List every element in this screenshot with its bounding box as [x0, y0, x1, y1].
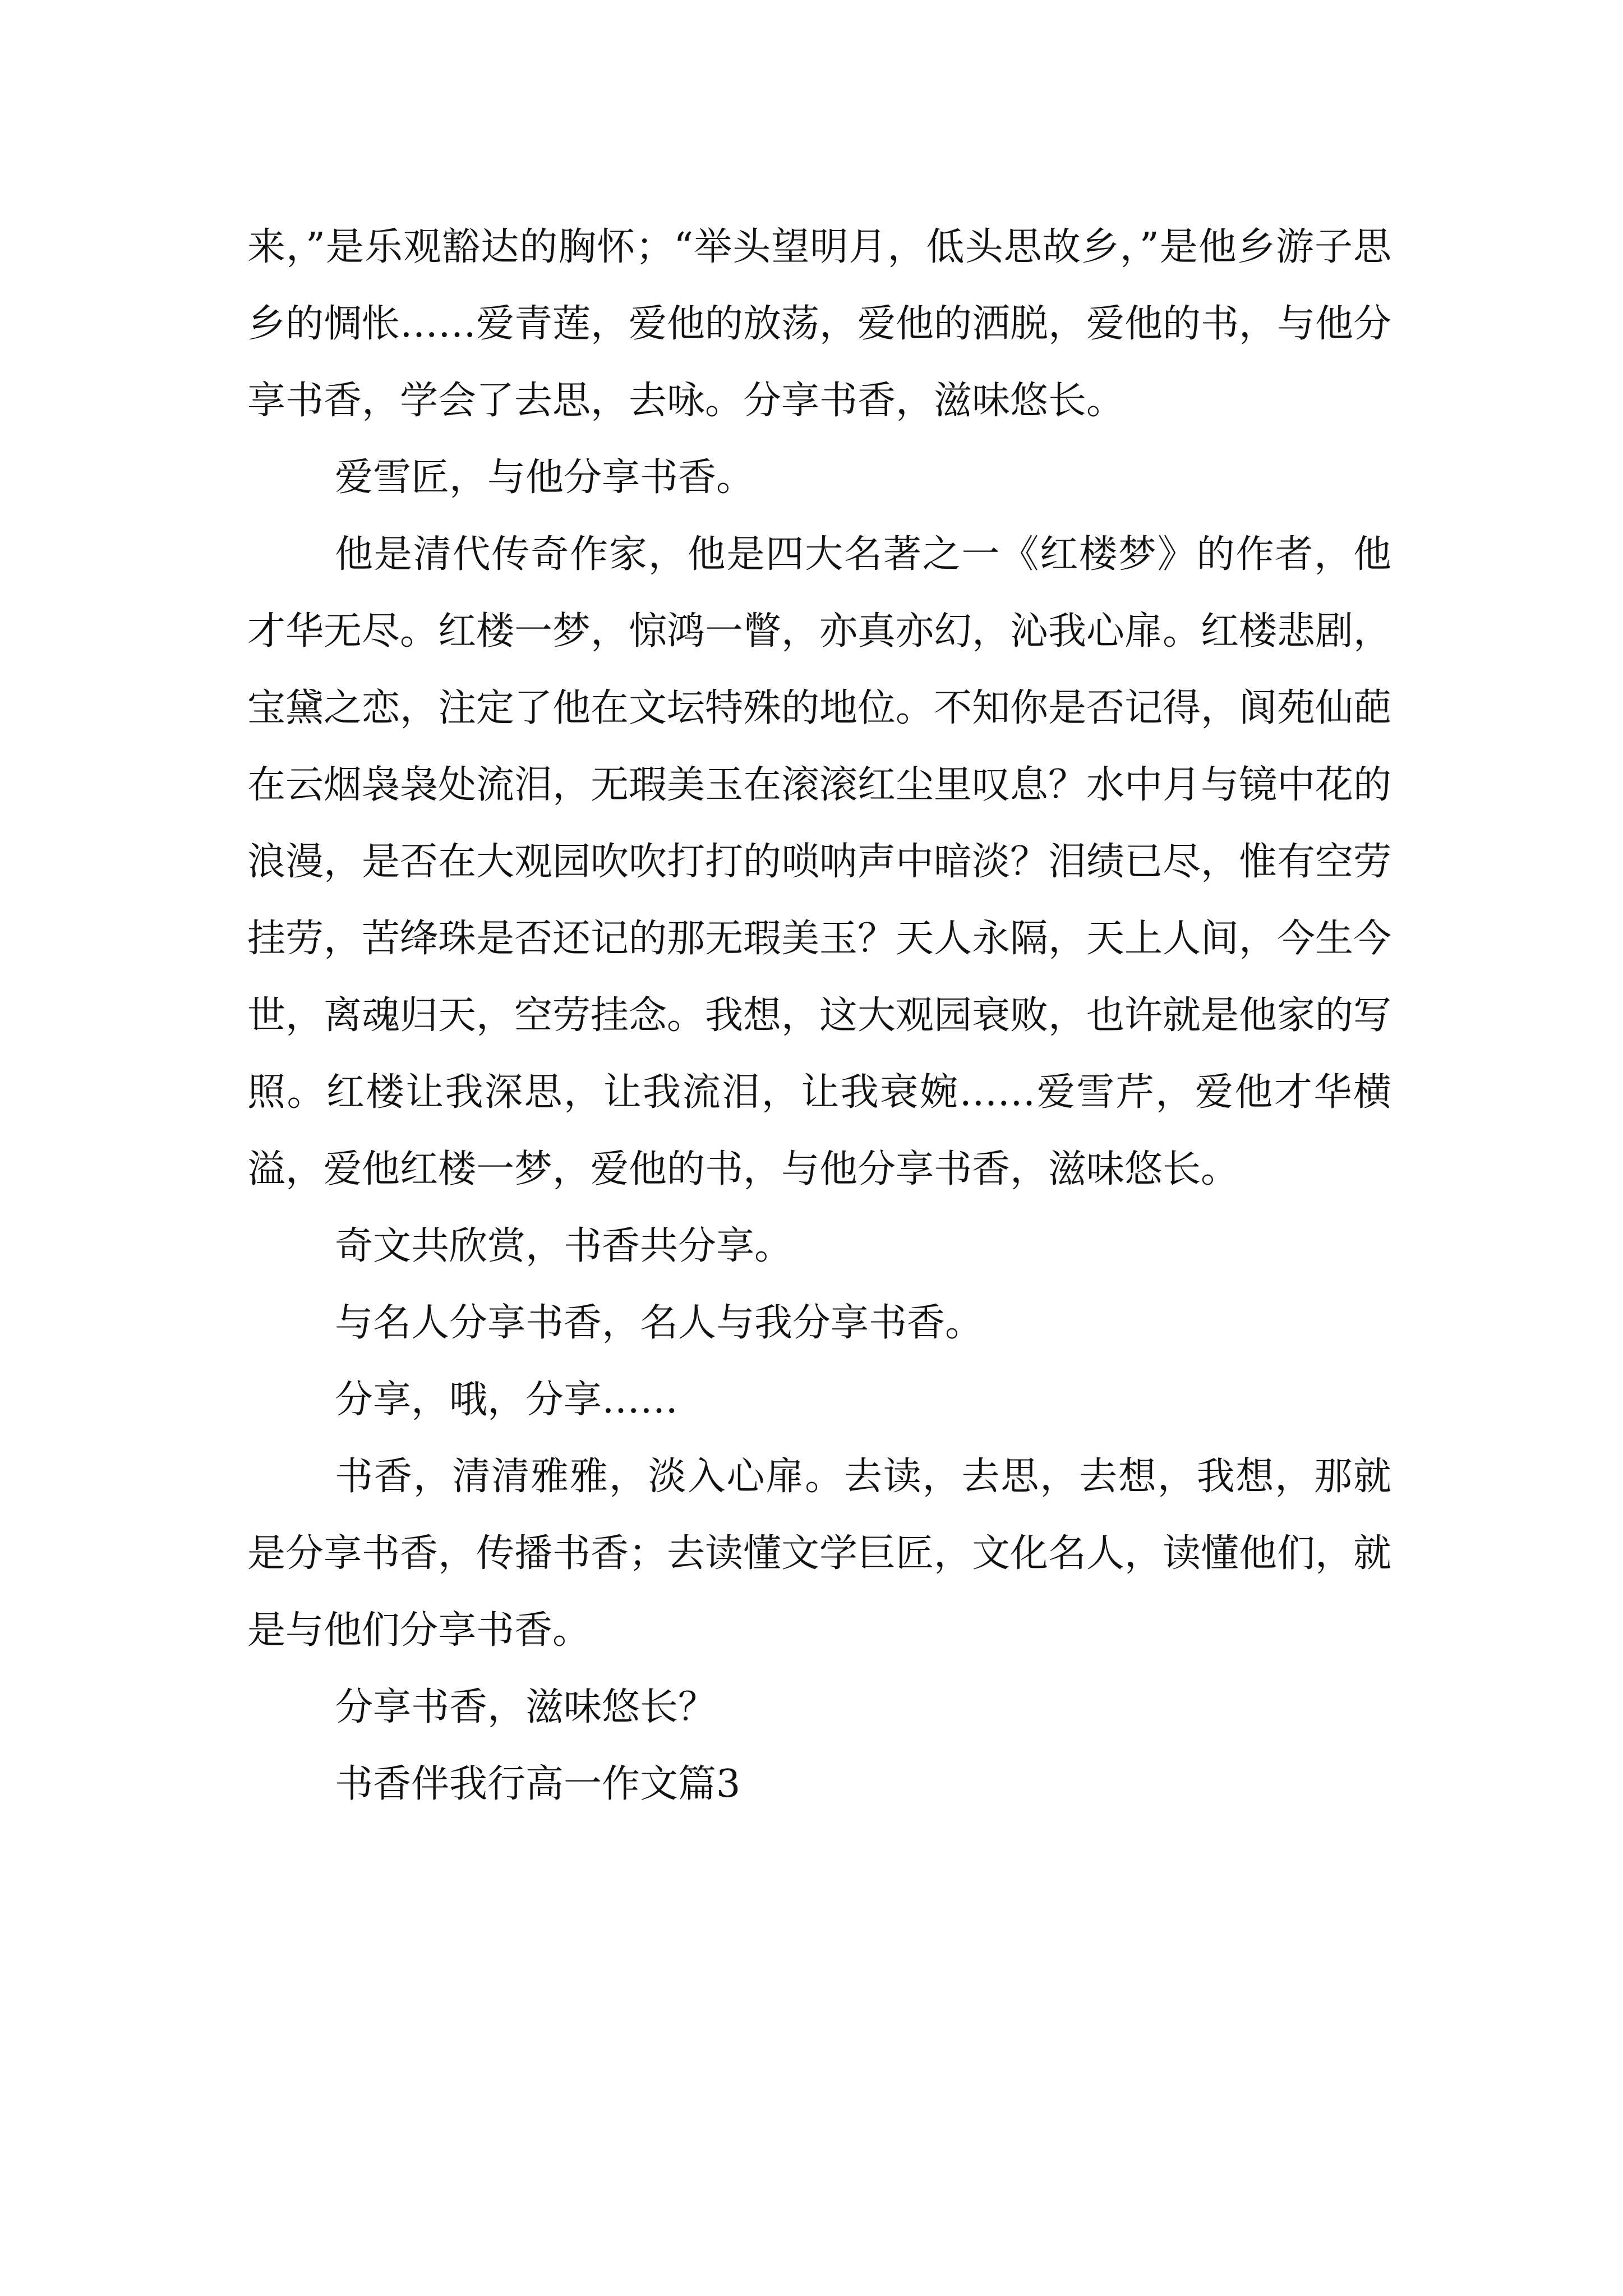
paragraph: 分享书香，滋味悠长？: [335, 1685, 717, 1729]
document-body: [247, 209, 1391, 1823]
paragraph: 书香，清清雅雅，淡入心扉。去读，去思，去想，我想，那就是分享书香，传播书香；去读懂文学巨匠，文化名人，读懂他们，就是与他们分享书香。: [247, 1455, 1392, 1653]
paragraph: 奇文共欣赏，书香共分享。: [335, 1224, 793, 1268]
paragraph: 分享，哦，分享……: [335, 1378, 679, 1422]
section-heading: 书香伴我行高一作文篇3: [335, 1762, 741, 1806]
paragraph: 与名人分享书香，名人与我分享书香。: [335, 1301, 984, 1345]
paragraph: 来，”是乐观豁达的胸怀；“举头望明月，低头思故乡，”是他乡游子思乡的惆怅……爱青莲，爱他的放荡，爱他的洒脱，爱他的书，与他分享书香，学会了去思，去咏。分享书香，滋味悠长。: [247, 225, 1392, 423]
paragraph: 他是清代传奇作家，他是四大名著之一《红楼梦》的作者，他才华无尽。红楼一梦，惊鸿一瞥，亦真亦幻，沁我心扉。红楼悲剧，宝黛之恋，注定了他在文坛特殊的地位。不知你是否记得，阆苑仙葩在云烟袅袅处流泪，无瑕美玉在滚滚红尘里叹息？水中月与镜中花的浪漫，是否在大观园吹吹打打的唢呐声中暗淡？泪绩已尽，惟有空劳挂劳，苦绛珠是否还记的那无瑕美玉？天人永隔，天上人间，今生今世，离魂归天，空劳挂念。我想，这大观园衰败，也许就是他家的写照。红楼让我深思，让我流泪，让我衰婉……爱雪芹，爱他才华横溢，爱他红楼一梦，爱他的书，与他分享书香，滋味悠长。: [247, 532, 1392, 1191]
paragraph: 爱雪匠，与他分享书香。: [335, 455, 755, 500]
